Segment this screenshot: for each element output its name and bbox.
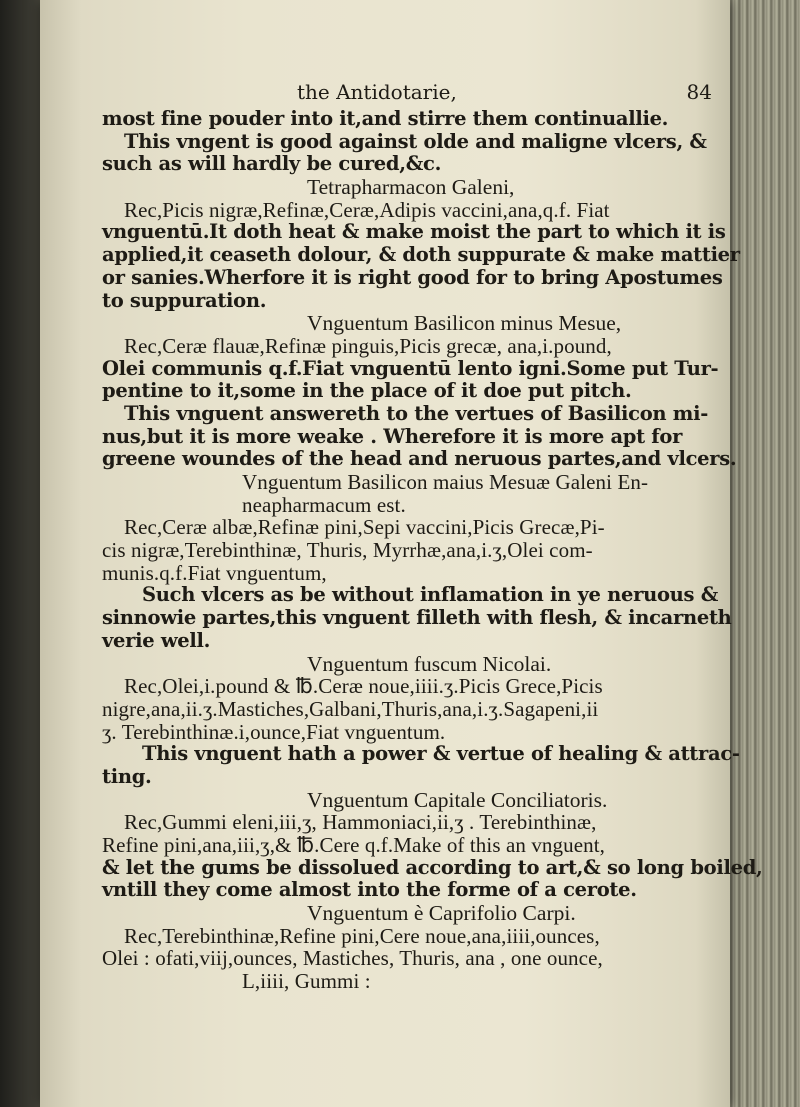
text-line: sinnowie partes,this vnguent filleth with flesh, & incarneth bbox=[102, 606, 732, 630]
book-page bbox=[40, 0, 763, 1107]
text-line: Such vlcers as be without inflamation in ye neruous & bbox=[142, 583, 719, 607]
section-title: Vnguentum Basilicon minus Mesue, bbox=[307, 311, 622, 336]
text-line: nigre,ana,ii.ʒ.Mastiches,Galbani,Thuris,ana,i.ʒ.Sagapeni,ii bbox=[102, 696, 599, 721]
text-line: or sanies.Wherfore it is right good for to bring Apostumes bbox=[102, 265, 723, 289]
text-line: ʒ. Terebinthinæ.i,ounce,Fiat vnguentum. bbox=[102, 719, 446, 744]
running-title: the Antidotarie, bbox=[297, 80, 457, 104]
text-line: Rec,Olei,i.pound & ℔.Ceræ noue,iiii.ʒ.Picis Grece,Picis bbox=[124, 674, 603, 699]
text-line: Olei : ofati,viij,ounces, Mastiches, Thuris, ana , one ounce, bbox=[102, 946, 603, 971]
text-line: This vnguent answereth to the vertues of Basilicon mi- bbox=[124, 401, 709, 425]
text-line: munis.q.f.Fiat vnguentum, bbox=[102, 560, 327, 585]
text-line: most fine pouder into it,and stirre them continuallie. bbox=[102, 107, 669, 130]
text-line: & let the gums be dissolued according to art,& so long boiled, bbox=[102, 855, 763, 879]
page-text bbox=[102, 80, 763, 994]
text-line: Rec,Terebinthinæ,Refine pini,Cere noue,ana,iiii,ounces, bbox=[124, 923, 600, 948]
text-line: This vngent is good against olde and maligne vlcers, & bbox=[124, 129, 707, 153]
text-line: Rec,Gummi eleni,iii,ʒ, Hammoniaci,ii,ʒ . Terebinthinæ, bbox=[124, 810, 597, 835]
text-line: nus,but it is more weake . Wherefore it is more apt for bbox=[102, 424, 683, 448]
section-title: Vnguentum fuscum Nicolai. bbox=[307, 651, 552, 676]
text-line: to suppuration. bbox=[102, 288, 267, 312]
text-line: greene woundes of the head and neruous partes,and vlcers. bbox=[102, 447, 737, 471]
text-line: applied,it ceaseth dolour, & doth suppurate & make mattier bbox=[102, 243, 740, 267]
text-line: Vnguentum Basilicon maius Mesuæ Galeni En- bbox=[242, 470, 649, 494]
text-line: Refine pini,ana,iii,ʒ,& ℔.Cere q.f.Make of this an vnguent, bbox=[102, 833, 606, 857]
text-lines bbox=[102, 107, 763, 994]
text-line: vntill they come almost into the forme of a cerote. bbox=[102, 878, 637, 902]
text-line: Olei communis q.f.Fiat vnguentū lento igni.Some put Tur- bbox=[102, 356, 719, 380]
page-number: 84 bbox=[686, 80, 712, 104]
text-line: vnguentū.It doth heat & make moist the part to which it is bbox=[102, 220, 726, 244]
page-header bbox=[102, 80, 742, 106]
text-line: This vnguent hath a power & vertue of healing & attrac- bbox=[142, 742, 740, 766]
section-title: Vnguentum Capitale Conciliatoris. bbox=[307, 787, 608, 812]
text-line: verie well. bbox=[102, 628, 211, 652]
section-title: Vnguentum è Caprifolio Carpi. bbox=[307, 901, 576, 926]
text-line: L,iiii, Gummi : bbox=[242, 969, 371, 994]
text-line: Rec,Ceræ flauæ,Refinæ pinguis,Picis grecæ, ana,i.pound, bbox=[124, 333, 612, 358]
text-line: Rec,Picis nigræ,Refinæ,Ceræ,Adipis vaccini,ana,q.f. Fiat bbox=[124, 197, 610, 222]
text-line: ting. bbox=[102, 764, 152, 788]
text-line: Rec,Ceræ albæ,Refinæ pini,Sepi vaccini,Picis Grecæ,Pi- bbox=[124, 515, 605, 540]
text-line: cis nigræ,Terebinthinæ, Thuris, Myrrhæ,ana,i.ʒ,Olei com- bbox=[102, 538, 593, 563]
section-title: Tetrapharmacon Galeni, bbox=[307, 175, 515, 200]
text-line: such as will hardly be cured,&c. bbox=[102, 152, 442, 176]
text-line: neapharmacum est. bbox=[242, 492, 406, 517]
text-line: pentine to it,some in the place of it doe put pitch. bbox=[102, 379, 632, 403]
